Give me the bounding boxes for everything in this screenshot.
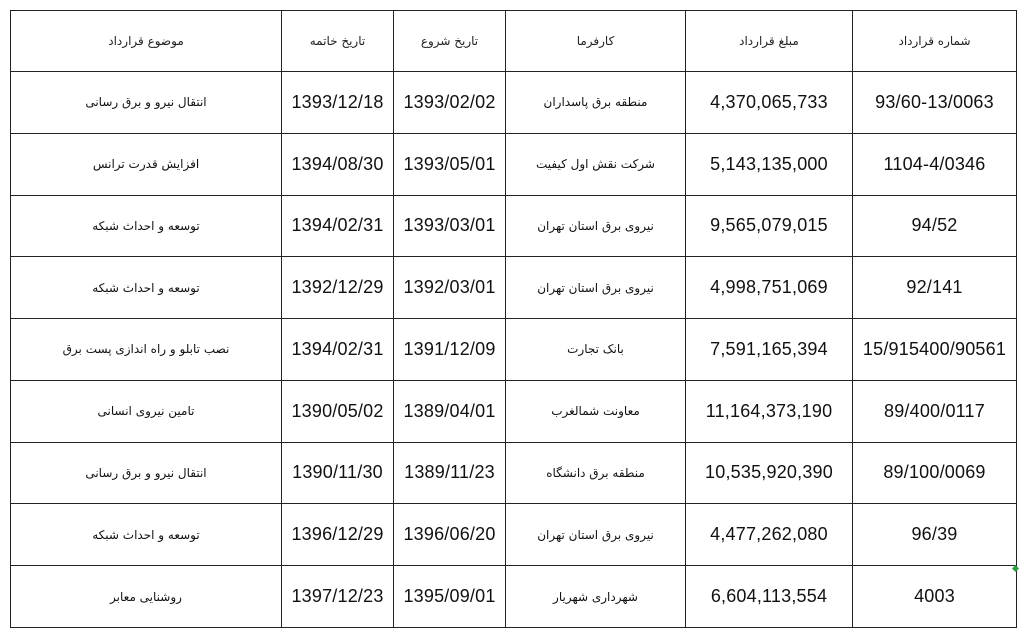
cell-subject: توسعه و احداث شبکه xyxy=(11,257,282,319)
cell-end-date: 1390/11/30 xyxy=(282,442,394,504)
cell-contract-no: 1104-4/0346 xyxy=(853,133,1017,195)
cell-contract-no: 94/52 xyxy=(853,195,1017,257)
cell-employer: شهرداری شهریار xyxy=(506,566,686,628)
table-row xyxy=(11,72,1017,134)
table-row xyxy=(11,566,1017,628)
cell-start-date: 1389/04/01 xyxy=(394,380,506,442)
cell-amount: 4,998,751,069 xyxy=(686,257,853,319)
table-row xyxy=(11,504,1017,566)
cell-end-date: 1394/02/31 xyxy=(282,195,394,257)
cell-start-date: 1393/03/01 xyxy=(394,195,506,257)
cell-employer: بانک تجارت xyxy=(506,319,686,381)
cell-end-date: 1392/12/29 xyxy=(282,257,394,319)
header-subject: موضوع قرارداد xyxy=(11,11,282,72)
cell-contract-no: 96/39 xyxy=(853,504,1017,566)
cell-subject: نصب تابلو و راه اندازی پست برق xyxy=(11,319,282,381)
cell-end-date: 1390/05/02 xyxy=(282,380,394,442)
cell-amount: 7,591,165,394 xyxy=(686,319,853,381)
cell-start-date: 1393/02/02 xyxy=(394,72,506,134)
cell-start-date: 1396/06/20 xyxy=(394,504,506,566)
table-row xyxy=(11,442,1017,504)
cell-contract-no: 89/400/0117 xyxy=(853,380,1017,442)
cell-employer: منطقه برق پاسداران xyxy=(506,72,686,134)
table-row xyxy=(11,319,1017,381)
cell-amount: 6,604,113,554 xyxy=(686,566,853,628)
header-contract-no: شماره قرارداد xyxy=(853,11,1017,72)
table-row xyxy=(11,195,1017,257)
cell-start-date: 1393/05/01 xyxy=(394,133,506,195)
contracts-table xyxy=(10,10,1017,628)
cell-subject: توسعه و احداث شبکه xyxy=(11,195,282,257)
cell-contract-no: 4003 xyxy=(853,566,1017,628)
table-row xyxy=(11,380,1017,442)
header-employer: کارفرما xyxy=(506,11,686,72)
cell-amount: 11,164,373,190 xyxy=(686,380,853,442)
cell-contract-no: 15/915400/90561 xyxy=(853,319,1017,381)
cell-employer: نیروی برق استان تهران xyxy=(506,195,686,257)
cell-employer: شرکت نقش اول کیفیت xyxy=(506,133,686,195)
cell-employer: منطقه برق دانشگاه xyxy=(506,442,686,504)
cell-contract-no: 92/141 xyxy=(853,257,1017,319)
cell-subject: تامین نیروی انسانی xyxy=(11,380,282,442)
cell-amount: 5,143,135,000 xyxy=(686,133,853,195)
cell-end-date: 1394/02/31 xyxy=(282,319,394,381)
cell-employer: نیروی برق استان تهران xyxy=(506,257,686,319)
table-row xyxy=(11,257,1017,319)
cell-start-date: 1391/12/09 xyxy=(394,319,506,381)
cell-amount: 4,477,262,080 xyxy=(686,504,853,566)
cell-subject: روشنایی معابر xyxy=(11,566,282,628)
cell-contract-no: 89/100/0069 xyxy=(853,442,1017,504)
cell-employer: معاونت شمالغرب xyxy=(506,380,686,442)
cell-end-date: 1397/12/23 xyxy=(282,566,394,628)
cell-end-date: 1396/12/29 xyxy=(282,504,394,566)
cell-employer: نیروی برق استان تهران xyxy=(506,504,686,566)
cell-start-date: 1395/09/01 xyxy=(394,566,506,628)
table-row xyxy=(11,133,1017,195)
cell-start-date: 1392/03/01 xyxy=(394,257,506,319)
cell-subject: توسعه و احداث شبکه xyxy=(11,504,282,566)
cell-contract-no: 93/60-13/0063 xyxy=(853,72,1017,134)
header-end-date: تاریخ خاتمه xyxy=(282,11,394,72)
cell-amount: 4,370,065,733 xyxy=(686,72,853,134)
cell-start-date: 1389/11/23 xyxy=(394,442,506,504)
cell-amount: 10,535,920,390 xyxy=(686,442,853,504)
cell-subject: انتقال نیرو و برق رسانی xyxy=(11,72,282,134)
cell-end-date: 1393/12/18 xyxy=(282,72,394,134)
header-start-date: تاریخ شروع xyxy=(394,11,506,72)
cell-amount: 9,565,079,015 xyxy=(686,195,853,257)
header-amount: مبلغ قرارداد xyxy=(686,11,853,72)
contracts-sheet xyxy=(10,10,1016,628)
header-row xyxy=(11,11,1017,72)
cell-subject: افزایش قدرت ترانس xyxy=(11,133,282,195)
cell-subject: انتقال نیرو و برق رسانی xyxy=(11,442,282,504)
cell-end-date: 1394/08/30 xyxy=(282,133,394,195)
